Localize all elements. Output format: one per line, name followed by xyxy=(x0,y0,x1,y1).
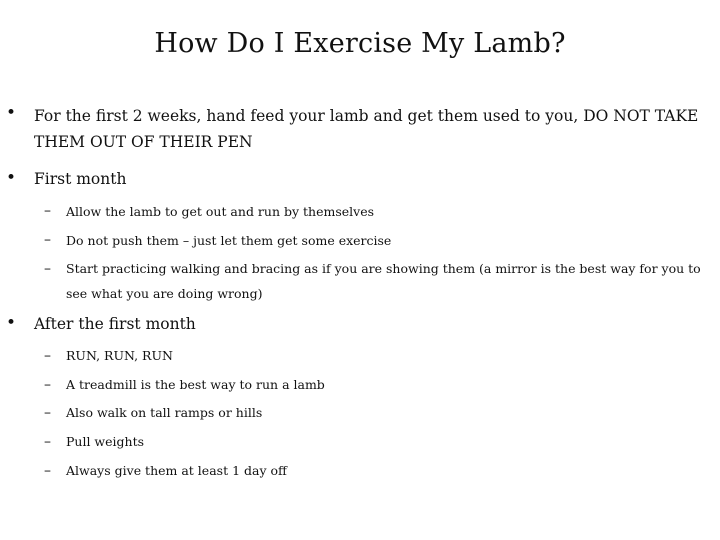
bullet-text: First month xyxy=(34,170,127,188)
sub-bullet-text: Always give them at least 1 day off xyxy=(66,463,287,478)
sub-bullet-text: RUN, RUN, RUN xyxy=(66,348,173,363)
bullet-text: For the first 2 weeks, hand feed your lamb and get them used to you, DO NOT TAKE THEM OUT OF THEIR PEN xyxy=(34,107,699,151)
sub-bullet-marker: – xyxy=(44,203,51,219)
sub-bullet-marker: – xyxy=(44,261,51,277)
sub-bullet-marker: – xyxy=(44,405,51,421)
sub-bullet-text: A treadmill is the best way to run a lamb xyxy=(66,377,325,392)
slide-title: How Do I Exercise My Lamb? xyxy=(154,28,566,59)
sub-bullet-text: Allow the lamb to get out and run by themselves xyxy=(66,204,375,219)
sub-bullet-marker: – xyxy=(44,232,51,248)
bullet-marker: • xyxy=(6,313,17,333)
sub-bullet-text: Pull weights xyxy=(66,434,145,449)
bullet-marker: • xyxy=(6,168,17,188)
sub-bullet-text: Also walk on tall ramps or hills xyxy=(66,405,263,420)
sub-bullet-marker: – xyxy=(44,434,51,450)
sub-bullet-text: Start practicing walking and bracing as if you are showing them (a mirror is the best way for you to see what you are doing wrong) xyxy=(66,261,701,301)
sub-bullet-marker: – xyxy=(44,348,51,364)
sub-bullet-marker: – xyxy=(44,463,51,479)
sub-bullet-text: Do not push them – just let them get some exercise xyxy=(66,233,392,248)
bullet-text: After the first month xyxy=(34,315,196,333)
bullet-marker: • xyxy=(6,103,17,123)
sub-bullet-marker: – xyxy=(44,377,51,393)
